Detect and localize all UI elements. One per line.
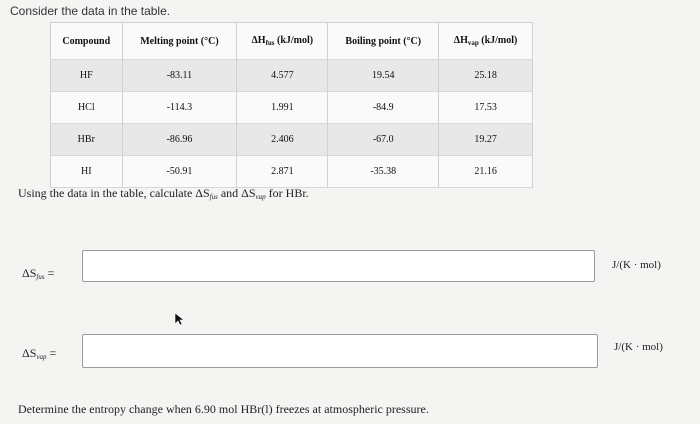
- svap-unit: J/(K · mol): [614, 341, 663, 353]
- cell-hvap: 21.16: [474, 166, 497, 177]
- table-row: [51, 92, 533, 124]
- cell-compound: HCl: [51, 92, 123, 124]
- header-melting-point: Melting point (°C): [122, 23, 237, 60]
- cell-compound: HI: [51, 156, 123, 188]
- header-boiling-point: Boiling point (°C): [328, 23, 439, 60]
- header-hfus: $\Delta H_{fus}$ (kJ/mol): [237, 23, 328, 60]
- final-question-text: Determine the entropy change when 6.90 mol HBr(l) freezes at atmospheric pressure.: [18, 402, 429, 416]
- table-row: [51, 156, 533, 188]
- mouse-cursor-icon: [174, 312, 184, 326]
- sfus-input[interactable]: [82, 250, 595, 282]
- cell-melting: -86.96: [122, 124, 237, 156]
- cell-boiling: -84.9: [328, 92, 439, 124]
- svap-label: $\Delta S_{vap}$ =: [22, 346, 57, 361]
- cell-hfus: 1.991: [237, 92, 328, 124]
- question-text: Using the data in the table, calculate $\Delta S_{fus}$ and $\Delta S_{vap}$ for HBr.: [18, 186, 309, 201]
- header-compound: Compound: [51, 23, 123, 60]
- cell-hfus: 2.406: [237, 124, 328, 156]
- cell-compound: HBr: [51, 124, 123, 156]
- cell-hvap: 25.18: [439, 60, 533, 92]
- data-table: [50, 22, 533, 188]
- table-row: [51, 124, 533, 156]
- cell-boiling: -67.0: [328, 124, 439, 156]
- svap-input[interactable]: [82, 334, 598, 368]
- intro-text: Consider the data in the table.: [10, 4, 171, 18]
- sfus-label: $\Delta S_{fus}$ =: [22, 266, 55, 281]
- sfus-unit: J/(K · mol): [612, 259, 661, 271]
- cell-hvap: 17.53: [474, 102, 497, 113]
- header-hvap: $\Delta H_{vap}$ (kJ/mol): [453, 35, 518, 47]
- cell-melting: -50.91: [122, 156, 237, 188]
- table-row: [51, 60, 533, 92]
- table-header-row: [51, 23, 533, 60]
- cell-melting: -83.11: [122, 60, 237, 92]
- cell-hfus: 4.577: [237, 60, 328, 92]
- cell-melting: -114.3: [122, 92, 237, 124]
- cell-compound: HF: [51, 60, 123, 92]
- cell-boiling: -35.38: [328, 156, 439, 188]
- cell-hvap: 19.27: [439, 124, 533, 156]
- cell-hfus: 2.871: [237, 156, 328, 188]
- cell-boiling: 19.54: [328, 60, 439, 92]
